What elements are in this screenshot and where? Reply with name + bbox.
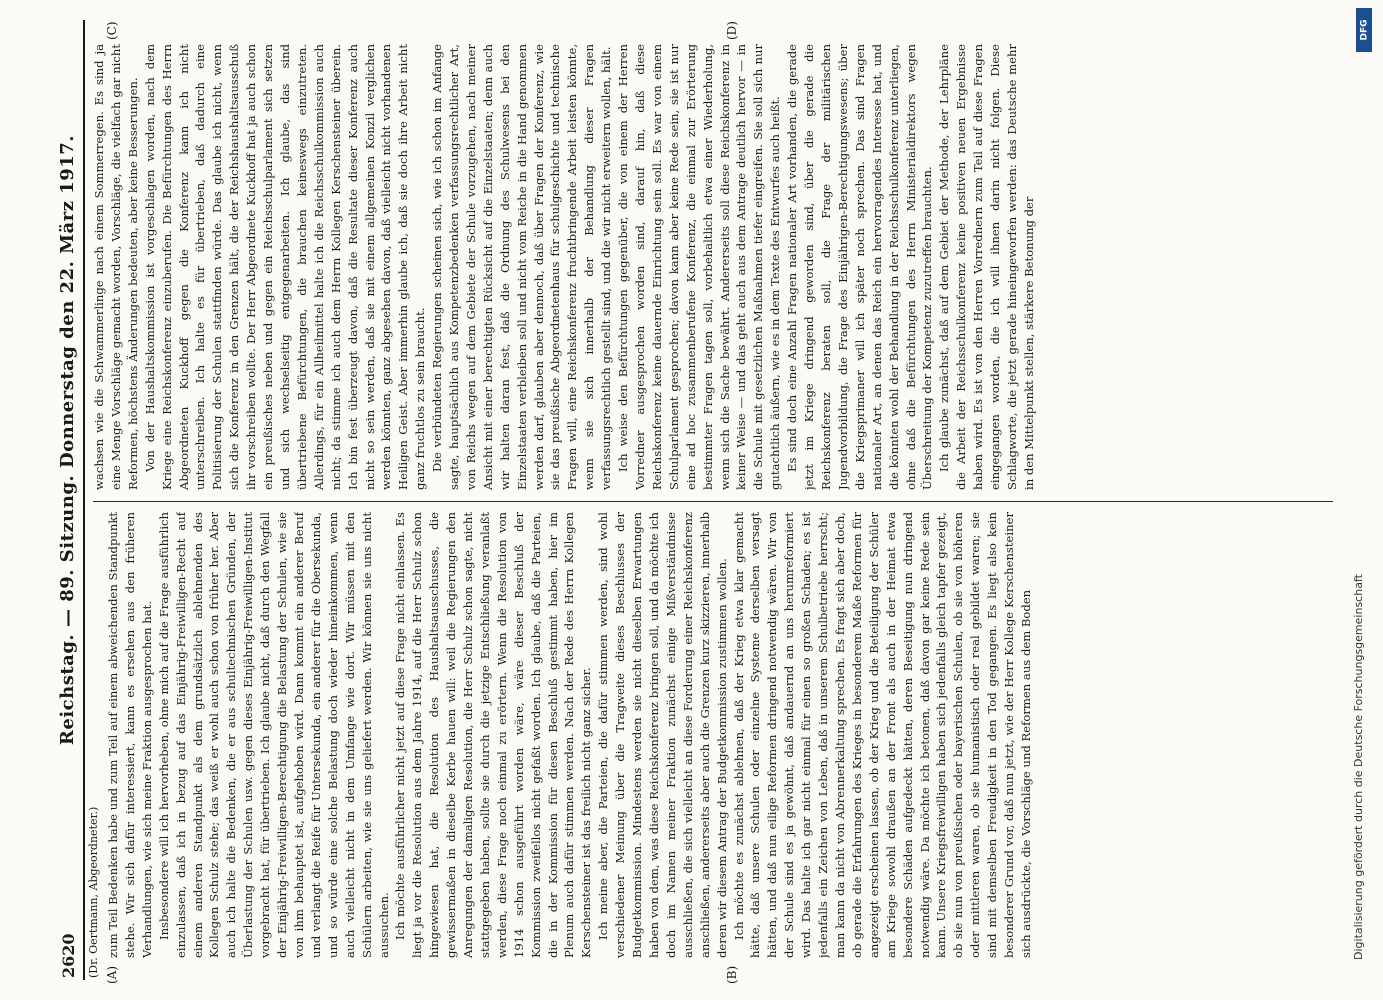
right-paragraph: Es sind doch eine Anzahl Fragen nationaler Art vorhanden, die gerade jetzt im Kriege dringend geworden sind, über die gerade die Reichskonferenz beraten soll, die Frage der militärischen Jugendvorbildung, die Frage des Einjährigen-Berechtigungswesens; über die Kriegsprimaner will ich später noch sprechen. Das sind Fragen nationaler Art, an denen das Reich ein hervorragendes Interesse hat, und die könnten wohl der Behandlung in der Reichsschulkonferenz unterliegen, ohne daß die Befürchtungen des Herrn Ministerialdirektors wegen Überschreitung der Kompetenz zuzutreffen brauchten. [785,44,935,490]
left-paragraph: Ich möchte es zunächst ablehnen, daß der Krieg etwa klar gemacht hätte, daß unsere Schulen oder einzelne Systeme derselben versagt hätten, und daß nun eilige Reformen dringend notwendig wären. Wir von der Schule sind es ja gewöhnt, daß andauernd an uns herumreformiert wird. Das halte ich gar nicht einmal für einen so großen Schaden; es ist jedenfalls ein Zeichen von Leben, daß in unserem Schulbetriebe herrscht; man kann da nicht von Abrennerkaltung sprechen. Es fragt sich aber doch, ob gerade die Erfahrungen des Krieges in besonderem Maße Reformen für angezeigt erscheinen lassen, ob der Krieg und die Beteiligung der Schüler am Kriege sowohl draußen an der Front als auch in der Heimat etwa besondere Schäden aufgedeckt hätten, deren Beseitigung nun dringend notwendig wäre. Da möchte ich betonen, daß davon gar keine Rede sein kann. Unsere Kriegsfreiwilligen haben sich jedenfalls gleich tapfer gezeigt, ob sie nun von preußischen oder bayerischen Schulen, ob sie von höheren oder mittleren waren, ob sie humanistisch oder real gebildet waren; sie sind mit demselben Freudigkeit in den Tod gegangen. Es liegt also kein besonderer Grund vor, daß nun jetzt, wie der Herr Kollege Kerschensteiner sich ausdrückte, die Vorschläge und Reformen aus dem Boden [731,512,1033,958]
margin-letter-a: (A) [105,965,119,984]
left-column [105,512,1337,958]
right-paragraph: Ich weise den Befürchtungen gegenüber, die von einem der Herren Vorredner ausgesprochen worden sind, darauf hin, daß diese Reichskonferenz keine dauernde Einrichtung sein soll. Es war von einem Schulparlament gesprochen; davon kann aber keine Rede sein, sie ist nur eine ad hoc zusammenberufene Konferenz, die einmal zur Erörterung bestimmter Fragen tagen soll, vorbehaltlich etwa einer Wiederholung, wenn sich die Sache bewährt. Andererseits soll diese Reichskonferenz in keiner Weise — und das geht auch aus dem Antrage deutlich hervor — in die Schule mit gesetzlichen Maßnahmen tiefer eingreifen. Sie soll sich nur gutachtlich äußern, wie es in dem Texte des Entwurfes auch heißt. [616,44,783,490]
dfg-logo [1356,8,1372,52]
margin-letter-c: (C) [105,21,119,40]
left-paragraph: Ich möchte ausführlicher nicht jetzt auf diese Frage nicht einlassen. Es liegt ja vor die Resolution aus dem Jahre 1914, auf die Herr Schulz schon hingewiesen hat, die Resolution des Haushaltsausschusses, die gewissermaßen in dieselbe Kerbe hauen will: weil die Regierungen den Anregungen der damaligen Resolution, die Herr Schulz schon sagte, nicht stattgegeben haben, sollte sie durch die jetzige Entschließung veranlaßt werden, diese Frage noch einmal zu erörtern. Wenn die Resolution von 1914 schon ausgeführt worden wäre, wäre dieser Beschluß der Kommission zweifellos nicht gefaßt worden. Ich glaube, daß die Parteien, die in der Kommission für diesen Beschluß gestimmt haben, hier im Plenum auch dafür stimmen werden. Nach der Rede des Herrn Kollegen Kerschensteiner ist das freilich nicht ganz sicher. [393,512,594,958]
right-paragraph: wachsen wie die Schwammerlinge nach einem Sommerregen. Es sind ja eine Menge Vorschläge gemacht worden, Vorschläge, die vielfach gar nicht Reformen, höchstens Änderungen bedeuten, aber keine Besserungen. [92,44,140,490]
column-divider [93,501,1333,502]
speaker-note: (Dr. Oertmann, Abgeordneter.) [87,806,100,978]
running-title: Reichstag. — 89. Sitzung. Donnerstag den 22. März 1917. [57,134,78,746]
dfg-logo-text: DFG [1359,19,1370,41]
rotated-newspaper-page [55,20,1345,984]
right-paragraph: Ich glaube zunächst, daß auf dem Gebiet der Methode, der Lehrpläne die Arbeit der Reichsschulkonferenz keine positiven neuen Ergebnisse haben wird. Es ist von den Herren Vorrednern zum Teil auf diese Fragen eingegangen worden, die ich will ihnen darin nicht folgen. Diese Schlagworte, die jetzt gerade hineingeworfen werden: das Deutsche mehr in den Mittelpunkt stellen, stärkere Betonung der [937,44,1036,490]
right-column [91,44,1337,490]
right-paragraph: Die verbündeten Regierungen scheinen sich, wie ich schon im Anfange sagte, hauptsächlich aus Kompetenzbedenken verfassungsrechtlicher Art, von Reichs wegen auf dem Gebiete der Schule vorzugehen, nach meiner Ansicht mit einer berechtigten Rücksicht auf die Einzelstaaten; denn auch wir halten daran fest, daß die Ordnung des Schulwesens bei den Einzelstaaten verbleiben soll und nicht vom Reiche in die Hand genommen werden darf, glauben aber dennoch, daß über Fragen der Konferenz, wie sie das preußische Abgeordnetenhaus für schulgeschichte und technische Fragen will, eine Reichskonferenz fruchtbringende Arbeit leisten könnte, wenn sie sich innerhalb der Behandlung dieser Fragen verfassungsrechtlich gestellt sind, und die wir nicht erweitern wollen, hält. [430,44,614,490]
page-header [55,20,85,980]
margin-letter-b: (B) [725,965,739,984]
left-paragraph: zum Teil Bedenken habe und zum Teil auf einem abweichenden Standpunkt stehe. Wir sich dafür interessiert, kann es ersehen aus den früheren Verhandlungen, wie sich meine Fraktion ausgesprochen hat. [106,512,154,958]
right-paragraph: Von der Haushaltskommission ist vorgeschlagen worden, nach dem Kriege eine Reichskonferenz einzuberufen. Die Befürchtungen des Herrn Abgeordneten Kuckhoff gegen die Konferenz kann ich nicht unterschreiben. Ich halte es für übertrieben, daß dadurch eine Politisierung der Schulen stattfinden würde. Das glaube ich nicht, wenn sich die Konferenz in den Grenzen hält, die der Reichshaushaltsausschuß ihr vorschreiben wollte. Der Herr Abgeordnete Kuckhoff hat ja auch schon ein preußisches neben und gegen ein Reichsschulparlament sich setzen und sich wechselseitig entgegenarbeiten. Ich glaube, das sind übertriebene Befürchtungen, die brauchen keineswegs einzutreten. Allerdings, für ein Allheilmittel halte ich die Reichsschulkommission auch nicht; da stimme ich auch dem Herrn Kollegen Kerschensteiner überein. Ich bin fest überzeugt davon, daß die Resultate dieser Konferenz auch nicht so sein werden, daß sie mit einem allgemeinen Konzil verglichen werden könnten, ganz abgesehen davon, daß vielleicht nicht vorhandenen Heiligen Geist. Aber immerhin glaube ich, daß sie doch ihre Arbeit nicht ganz fruchtlos zu sein braucht. [142,44,428,490]
digitization-credit: Digitalisierung gefördert durch die Deutsche Forschungsgemeinschaft [1352,574,1365,960]
left-paragraph: Insbesondere will ich hervorheben, ohne mich auf die Frage ausführlich einzulassen, daß ich in bezug auf das Einjährig-Freiwilligen-Recht auf einem anderen Standpunkt als dem grundsätzlich ablehnenden des Kollegen Schulz stehe; das weiß er wohl auch schon von früher her. Aber auch ich halte die Bedenken, die er aus schultechnischen Gründen, der Überlastung der Schulen usw. gegen dieses Einjährig-Freiwilligen-Institut vorgebracht hat, für übertrieben. Ich glaube nicht, daß durch den Wegfall der Einjährig-Freiwilligen-Berechtigung die Belastung der Schulen, wie sie von ihm behauptet ist, aufgehoben wird. Dann kommt ein anderer Beruf und verlangt die Reife für Untersekunda, ein anderer für die Obersekunda, und so würde eine solche Belastung doch wieder hineinkommen, wenn auch vielleicht nicht in dem Umfange wie dort. Wir müssen mit den Schülern arbeiten, wie sie uns geliefert werden. Wir können sie uns nicht aussuchen. [156,512,391,958]
page-number: 2620 [59,933,78,978]
left-paragraph: Ich meine aber, die Parteien, die dafür stimmen werden, sind wohl verschiedener Meinung über die Tragweite dieses Beschlusses der Budgetkommission. Mindestens werden sie nicht dieselben Erwartungen haben von dem, was diese Reichskonferenz bringen soll, und da möchte ich doch im Namen meiner Fraktion zunächst einige Mißverständnisse ausschließen, die sich vielleicht an diese Forderung einer Reichskonferenz anschließen, andererseits aber auch die Grenzen kurz skizzieren, innerhalb deren wir diesem Antrag der Budgetkommission zustimmen wollen. [596,512,729,958]
margin-letter-d: (D) [725,21,739,40]
